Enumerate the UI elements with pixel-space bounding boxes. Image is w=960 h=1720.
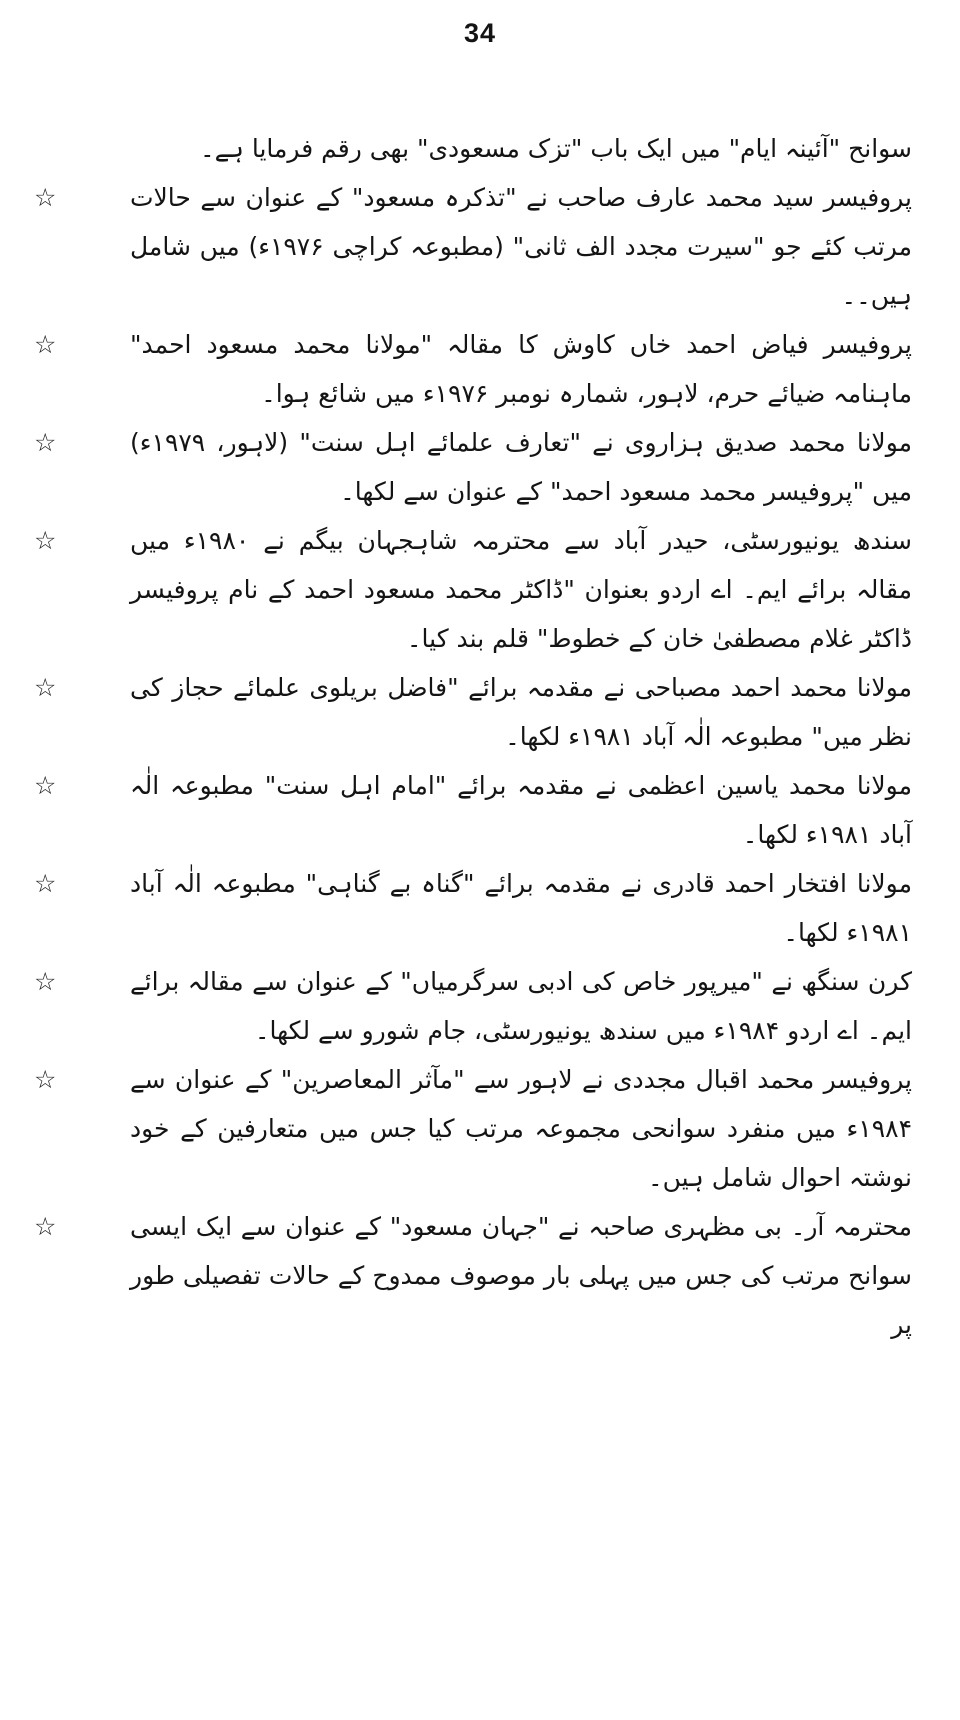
star-outline-icon: ☆ — [34, 428, 57, 457]
list-item — [34, 173, 912, 320]
list-item — [34, 418, 912, 516]
list-item — [34, 859, 912, 957]
entry-text: سندھ یونیورسٹی، حیدر آباد سے محترمہ شاہجہان بیگم نے ۱۹۸۰ء میں مقالہ برائے ایم۔ اے اردو بعنوان "ڈاکٹر محمد مسعود احمد کے نام پروفیسر ڈاکٹر غلام مصطفیٰ خان کے خطوط" قلم بند کیا۔ — [130, 526, 912, 653]
star-outline-icon: ☆ — [34, 526, 57, 555]
star-outline-icon: ☆ — [34, 183, 57, 212]
intro-paragraph: سوانح "آئینہ ایام" میں ایک باب "تزک مسعودی" بھی رقم فرمایا ہے۔ — [199, 134, 912, 163]
entry-text: پروفیسر سید محمد عارف صاحب نے "تذکرہ مسعود" کے عنوان سے حالات مرتب کئے جو "سیرت مجدد الف ثانی" (مطبوعہ کراچی ۱۹۷۶ء) میں شامل ہیں۔۔ — [130, 183, 912, 310]
entry-text: پروفیسر محمد اقبال مجددی نے لاہور سے "مآثر المعاصرین" کے عنوان سے ۱۹۸۴ء میں منفرد سوانحی مجموعہ مرتب کیا جس میں متعارفین کے خود نوشتہ احوال شامل ہیں۔ — [130, 1065, 912, 1192]
entry-text: مولانا محمد یاسین اعظمی نے مقدمہ برائے "امام اہل سنت" مطبوعہ الٰہ آباد ۱۹۸۱ء لکھا۔ — [130, 771, 912, 849]
entry-list — [0, 173, 960, 1349]
entry-text: محترمہ آر۔ بی مظہری صاحبہ نے "جہان مسعود" کے عنوان سے ایک ایسی سوانح مرتب کی جس میں پہلی بار موصوف ممدوح کے حالات تفصیلی طور پر — [130, 1212, 912, 1339]
page-number: 34 — [463, 18, 497, 48]
list-item — [34, 1055, 912, 1202]
list-item — [34, 320, 912, 418]
entry-text: مولانا محمد صدیق ہزاروی نے "تعارف علمائے اہل سنت" (لاہور، ۱۹۷۹ء) میں "پروفیسر محمد مسعود احمد" کے عنوان سے لکھا۔ — [130, 428, 912, 506]
star-outline-icon: ☆ — [34, 330, 57, 359]
star-outline-icon: ☆ — [34, 869, 57, 898]
entry-text: مولانا محمد احمد مصباحی نے مقدمہ برائے "فاضل بریلوی علمائے حجاز کی نظر میں" مطبوعہ الٰہ آباد ۱۹۸۱ء لکھا۔ — [130, 673, 912, 751]
star-outline-icon: ☆ — [34, 967, 57, 996]
star-outline-icon: ☆ — [34, 673, 57, 702]
entry-text: پروفیسر فیاض احمد خاں کاوش کا مقالہ "مولانا محمد مسعود احمد" ماہنامہ ضیائے حرم، لاہور، شمارہ نومبر ۱۹۷۶ء میں شائع ہوا۔ — [130, 330, 912, 408]
entry-text: کرن سنگھ نے "میرپور خاص کی ادبی سرگرمیاں" کے عنوان سے مقالہ برائے ایم۔ اے اردو ۱۹۸۴ء میں سندھ یونیورسٹی، جام شورو سے لکھا۔ — [130, 967, 912, 1045]
list-item — [34, 1202, 912, 1349]
page-body — [0, 124, 960, 1349]
entry-text: مولانا افتخار احمد قادری نے مقدمہ برائے "گناہ بے گناہی" مطبوعہ الٰہ آباد ۱۹۸۱ء لکھا۔ — [130, 869, 912, 947]
star-outline-icon: ☆ — [34, 1065, 57, 1094]
list-item — [34, 761, 912, 859]
star-outline-icon: ☆ — [34, 771, 57, 800]
list-item — [34, 516, 912, 663]
star-outline-icon: ☆ — [34, 1212, 57, 1241]
list-item — [34, 957, 912, 1055]
list-item — [34, 663, 912, 761]
